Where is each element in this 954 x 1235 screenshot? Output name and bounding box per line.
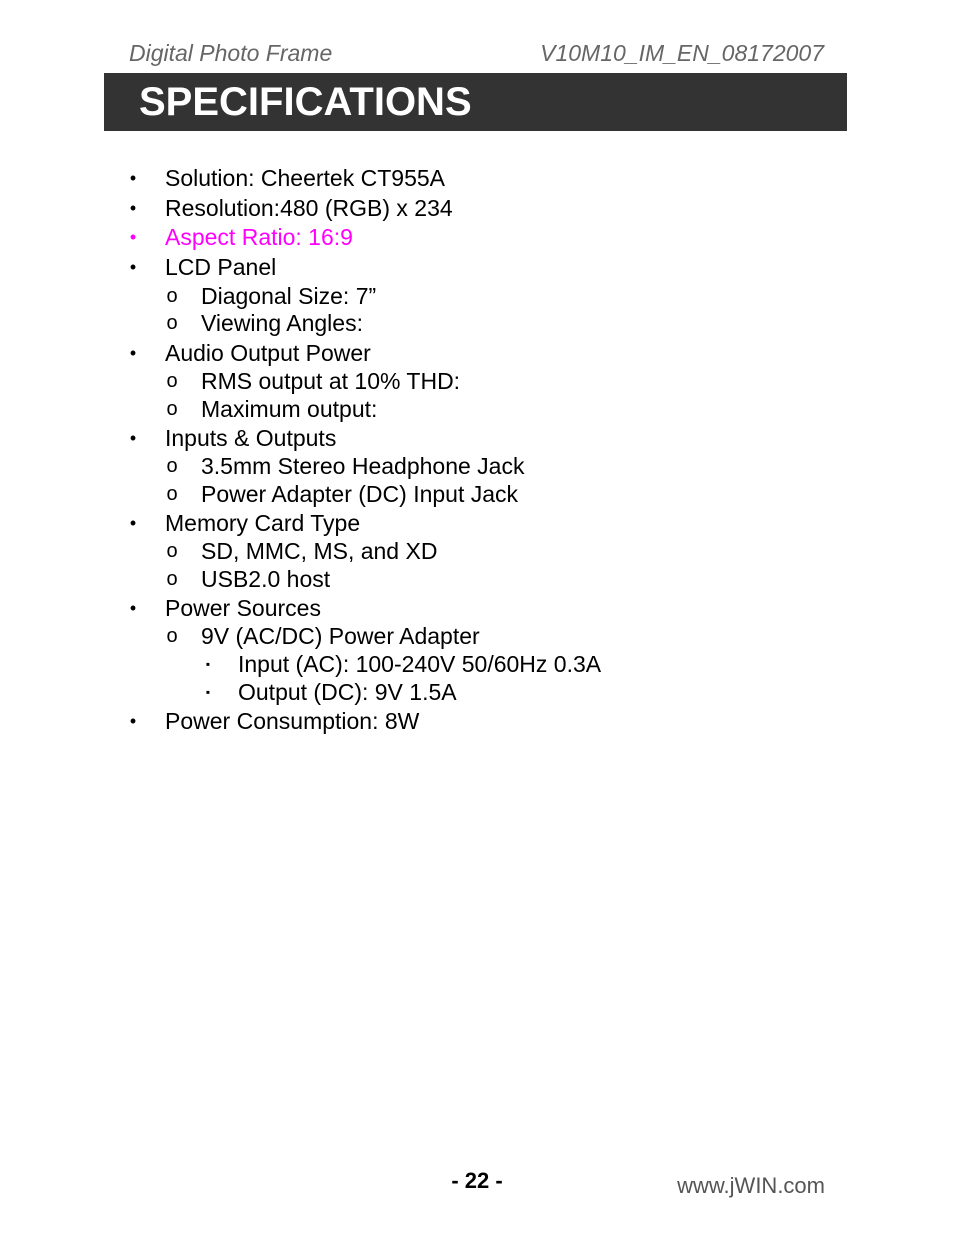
spec-item-label: Solution: Cheertek CT955A: [165, 165, 445, 191]
spec-item-label: 3.5mm Stereo Headphone Jack: [201, 453, 525, 479]
bullet-disc-icon: •: [129, 428, 137, 448]
spec-item-label: Aspect Ratio: 16:9: [165, 224, 353, 250]
bullet-circle-icon: o: [166, 370, 178, 392]
bullet-disc-icon: •: [129, 598, 137, 618]
spec-item-label: Inputs & Outputs: [165, 425, 337, 451]
bullet-circle-icon: o: [166, 455, 178, 477]
spec-item-label: Resolution:480 (RGB) x 234: [165, 195, 453, 221]
spec-item-label: Output (DC): 9V 1.5A: [238, 679, 457, 705]
section-title: SPECIFICATIONS: [139, 80, 472, 124]
spec-item-label: SD, MMC, MS, and XD: [201, 538, 438, 564]
spec-item-label: Memory Card Type: [165, 510, 361, 536]
bullet-square-icon: ▪: [205, 657, 211, 671]
bullet-circle-icon: o: [166, 312, 178, 334]
bullet-circle-icon: o: [166, 625, 178, 647]
spec-item-label: USB2.0 host: [201, 566, 331, 592]
spec-item-label: Audio Output Power: [165, 340, 371, 366]
bullet-disc-icon: •: [129, 198, 137, 218]
spec-item-label: LCD Panel: [165, 254, 277, 280]
bullet-circle-icon: o: [166, 568, 178, 590]
page-number: - 22 -: [451, 1168, 503, 1193]
bullet-circle-icon: o: [166, 398, 178, 420]
spec-item-label: 9V (AC/DC) Power Adapter: [201, 623, 480, 649]
spec-item-label: Viewing Angles:: [201, 310, 363, 336]
spec-item-label: Input (AC): 100-240V 50/60Hz 0.3A: [238, 651, 602, 677]
spec-item-label: Power Sources: [165, 595, 321, 621]
bullet-circle-icon: o: [166, 483, 178, 505]
document-code: V10M10_IM_EN_08172007: [540, 40, 824, 66]
spec-item-label: Maximum output:: [201, 396, 378, 422]
bullet-disc-icon: •: [129, 227, 137, 247]
spec-item-label: Power Consumption: 8W: [165, 708, 420, 734]
bullet-disc-icon: •: [129, 168, 137, 188]
document-title: Digital Photo Frame: [129, 40, 333, 66]
bullet-disc-icon: •: [129, 343, 137, 363]
website-url: www.jWIN.com: [677, 1173, 825, 1198]
bullet-disc-icon: •: [129, 513, 137, 533]
bullet-disc-icon: •: [129, 257, 137, 277]
spec-item-label: Diagonal Size: 7”: [201, 283, 377, 309]
bullet-circle-icon: o: [166, 540, 178, 562]
spec-item-label: RMS output at 10% THD:: [201, 368, 461, 394]
spec-item-label: Power Adapter (DC) Input Jack: [201, 481, 519, 507]
bullet-circle-icon: o: [166, 285, 178, 307]
bullet-disc-icon: •: [129, 711, 137, 731]
bullet-square-icon: ▪: [205, 685, 211, 699]
